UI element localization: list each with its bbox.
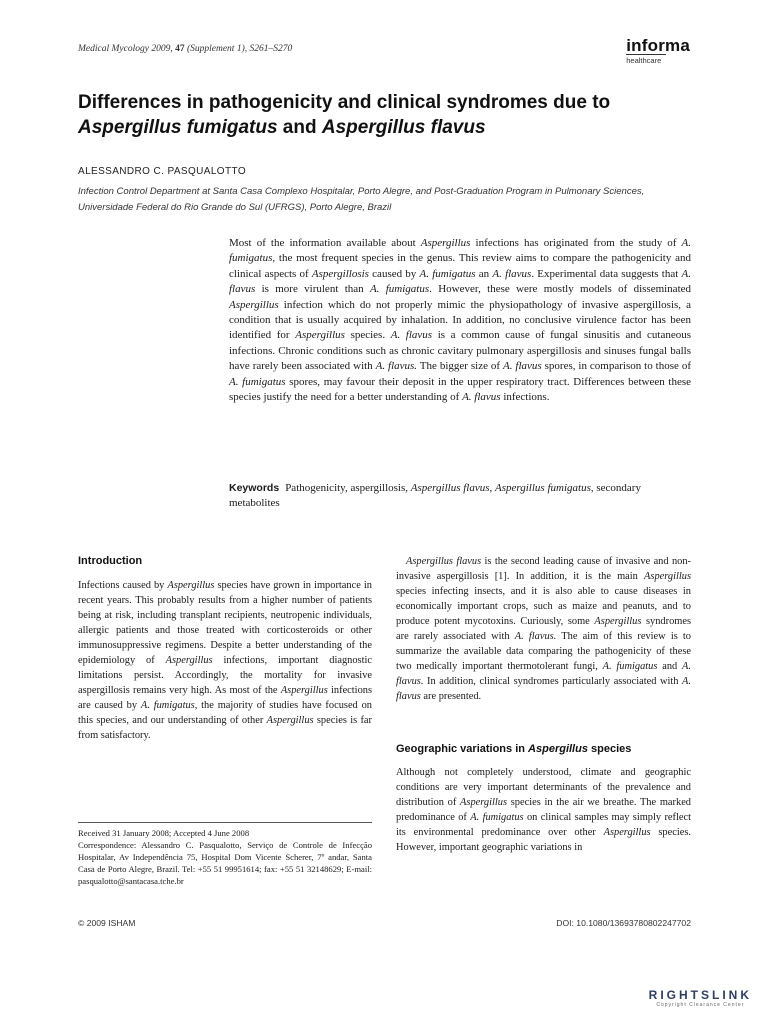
text-run: infections are caused by	[78, 685, 373, 711]
text-run: In addition, clinical syndromes particularly associated with	[423, 676, 683, 687]
italic-term: Aspergillus	[460, 797, 507, 808]
journal-pages: (Supplement 1), S261–S270	[184, 44, 293, 54]
italic-term: Aspergillus	[420, 237, 471, 249]
author-name: ALESSANDRO C. PASQUALOTTO	[78, 166, 247, 177]
italic-term: Aspergillus	[266, 715, 314, 726]
title-line1: Differences in pathogenicity and clinical syndromes due to	[78, 92, 611, 113]
text-run: an	[475, 267, 493, 280]
italic-term: A. flavus	[396, 676, 691, 702]
copyright: © 2009 ISHAM	[78, 918, 136, 928]
rightslink-logo[interactable]	[649, 988, 752, 1008]
italic-term: A. flavus.	[375, 360, 418, 373]
text-run: on clinical samples may simply reflect its environmental predominance over other	[396, 812, 691, 838]
text-run: The bigger size of	[417, 360, 504, 373]
text-run: , secondary metabolites	[229, 482, 641, 510]
italic-term: Aspergillus	[280, 685, 328, 696]
publisher-name: informa	[626, 36, 690, 55]
received-dates: Received 31 January 2008; Accepted 4 June 2008	[78, 828, 250, 838]
text-run: Pathogenicity, aspergillosis,	[285, 482, 411, 494]
text-run: . However, these were mostly models of disseminated	[429, 283, 692, 296]
italic-term: A. fumigatus	[140, 700, 195, 711]
article-title	[78, 90, 698, 140]
text-run: species infecting insects, and it is also able to cause diseases in economically important crops, such as maize and peanuts, and to produce potent mycotoxins. Curiously, some	[396, 586, 691, 627]
left-column	[78, 554, 372, 743]
italic-term: A. flavus	[390, 329, 433, 342]
journal-volume: 47	[175, 44, 185, 54]
italic-term: Aspergillus	[229, 298, 279, 311]
text-run: species is far from satisfactory.	[78, 715, 372, 741]
text-run: Infections caused by	[78, 580, 168, 591]
italic-term: Aspergillus flavus	[406, 556, 482, 567]
text-run: Although not completely understood, climate and geographic conditions are very important determinants of the prevalence and distribution of	[396, 767, 691, 808]
text-run: infections, important diagnostic limitations persist. Accordingly, the mortality for invasive aspergillosis remains very high. As most of the	[78, 655, 372, 696]
text-run: is the second leading cause of invasive and non-invasive aspergillosis [1]. In addition, it is the main	[396, 556, 691, 582]
italic-term: A. flavus	[462, 391, 501, 404]
text-run: is more virulent than	[255, 283, 370, 296]
italic-term: A. flavus.	[396, 661, 691, 687]
journal-year: 2009,	[148, 44, 176, 54]
text-run: caused by	[368, 267, 420, 280]
text-run: species have grown in importance in recent years. This probably results from a higher number of patients being at risk, including transplant recipients, neutropenic individuals, allergic patients and those treated with corticosteroids or other immunosuppressive regimens. Despite a better understanding of the epidemiology of	[78, 580, 372, 666]
text-run: species in the air we breathe. The marked predominance of	[396, 797, 692, 823]
text-run: infections has originated from the study of	[470, 237, 682, 249]
geo-paragraph-1	[396, 765, 691, 855]
italic-term: Aspergillus	[167, 580, 215, 591]
text-run: is a common cause of fungal sinusitis and cutaneous infections. Chronic conditions such as chronic cavitary pulmonary aspergillosis and sinuses fungal balls have rarely been associated with	[229, 329, 692, 373]
italic-term: A. flavus.	[514, 631, 557, 642]
abstract	[229, 236, 691, 405]
text-run: infection which do not properly mimic the physiopathology of invasive aspergillosis, a condition that is usually acquired by inhalation. In addition, no conclusive virulence factor has been identified for	[229, 298, 691, 342]
italic-term: A. fumigatus	[229, 237, 691, 265]
text-run: infections.	[500, 391, 550, 404]
italic-term: A. flavus	[492, 267, 532, 280]
italic-term: A. fumigatus	[602, 661, 658, 672]
section-heading-geographic	[396, 742, 691, 757]
title-species-2: Aspergillus flavus	[321, 117, 486, 138]
publisher-sub: healthcare	[626, 54, 666, 65]
text-run: ,	[489, 482, 495, 494]
italic-term: Aspergillus flavus	[410, 482, 490, 494]
right-column	[396, 554, 691, 855]
author-affiliation: Infection Control Department at Santa Casa Complexo Hospitalar, Porto Alegre, and Post-Graduation Program in Pulmonary Sciences, Universidade Federal do Rio Grande do Sul (UFRGS), Porto Alegre, Brazil	[78, 186, 645, 213]
text-run: are presented.	[420, 691, 482, 702]
italic-term: A. fumigatus	[229, 375, 286, 388]
footnotes	[78, 827, 372, 887]
italic-term: A. fumigatus	[419, 267, 476, 280]
rightslink-tagline: Copyright Clearance Center	[656, 1002, 745, 1008]
text-run: spores, in comparison to those of	[541, 360, 691, 373]
geo-heading-post: species	[587, 743, 632, 755]
italic-term: A. fumigatus	[369, 283, 430, 296]
title-species-1: Aspergillus fumigatus	[78, 117, 278, 138]
keywords-list	[229, 482, 641, 509]
italic-term: Aspergillus	[594, 616, 642, 627]
publisher-logo	[626, 36, 690, 65]
intro-paragraph-1	[78, 578, 372, 743]
italic-term: Aspergillosis	[311, 267, 369, 280]
footnote-divider	[78, 822, 372, 823]
text-run: and	[657, 661, 683, 672]
rightslink-name: RIGHTSLINK	[648, 988, 752, 1002]
text-run: species. However, important geographic variations in	[396, 827, 691, 853]
text-run: Most of the information available about	[229, 237, 421, 249]
doi: DOI: 10.1080/13693780802247702	[556, 918, 691, 928]
italic-term: Aspergillus	[295, 329, 345, 342]
italic-term: A. flavus	[503, 360, 542, 373]
correspondence: Correspondence: Alessandro C. Pasqualotto, Serviço de Controle de Infecção Hospitalar, Av Independência 75, Hospital Dom Vicente Scherer, 7º andar, Santa Casa de Porto Alegre, Brazil. Tel: +55 51 99951614; fax: +55 51 32148629; E-mail: pasqualotto@santacasa.tche.br	[78, 840, 372, 886]
italic-term: A. flavus	[229, 267, 691, 296]
italic-term: A. fumigatus	[470, 812, 524, 823]
journal-name: Medical Mycology	[78, 44, 149, 54]
title-and: and	[277, 117, 322, 138]
text-run: syndromes are rarely associated with	[396, 616, 692, 642]
text-run: . Experimental data suggests that	[531, 267, 682, 280]
keywords-label: Keywords	[229, 482, 280, 494]
keywords	[229, 481, 691, 512]
italic-term: Aspergillus fumigatus	[495, 482, 591, 494]
italic-term: Aspergillus	[644, 571, 691, 582]
geo-heading-italic: Aspergillus	[528, 743, 588, 755]
italic-term: Aspergillus	[165, 655, 213, 666]
section-heading-introduction: Introduction	[78, 555, 143, 567]
italic-term: Aspergillus	[603, 827, 651, 838]
text-run: , the majority of studies have focused on this species, and our understanding of other	[78, 700, 372, 726]
text-run: The aim of this review is to summarize the available data comparing the pathogenicity of these two medically important thermotolerant fungi,	[396, 631, 691, 672]
text-run: species.	[344, 329, 391, 342]
journal-citation	[78, 44, 292, 54]
text-run: , the most frequent species in the genus. This review aims to compare the pathogenicity and clinical aspects of	[229, 252, 691, 280]
intro-paragraph-2	[396, 554, 691, 704]
text-run: spores, may favour their deposit in the upper respiratory tract. Differences between these species justify the need for a better understanding of	[229, 375, 691, 404]
geo-heading-pre: Geographic variations in	[396, 743, 529, 755]
